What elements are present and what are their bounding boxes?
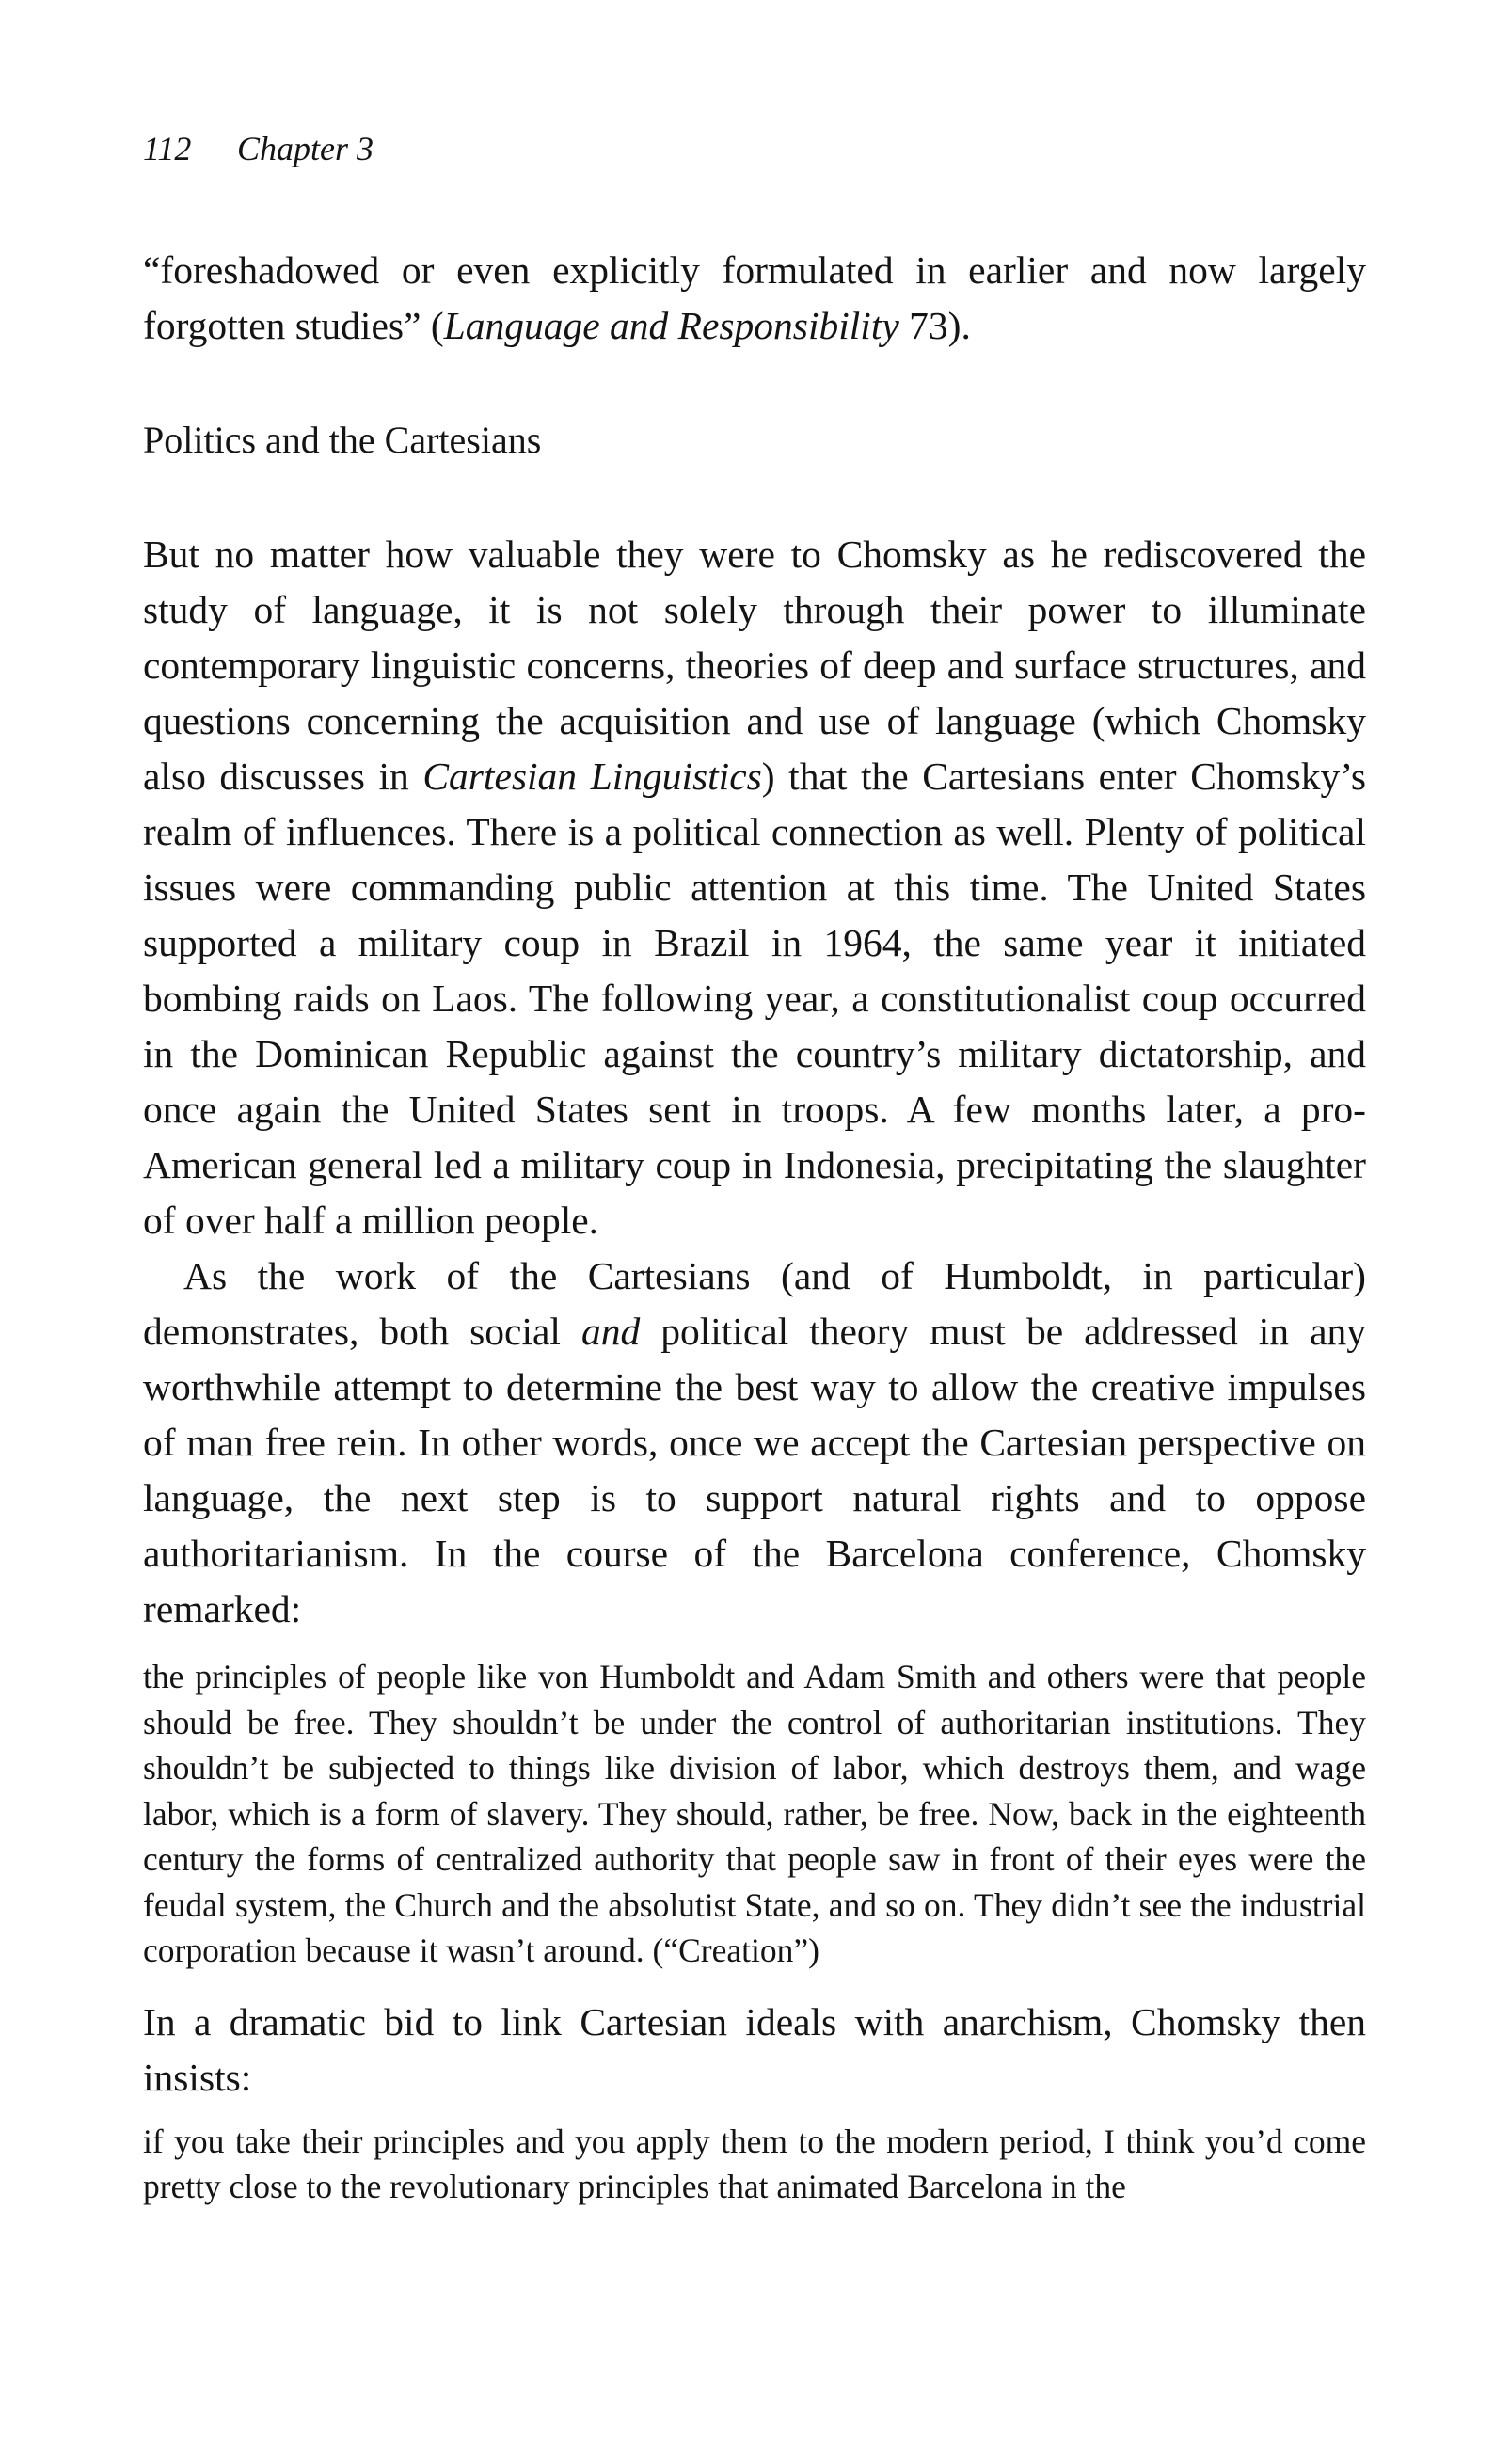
block-quote-2: if you take their principles and you apply them to the modern period, I think you’d come pretty close to the revolutionary principles that animated Barcelona in the: [143, 2122, 1366, 2205]
opening-text-b: 73).: [898, 304, 971, 347]
paragraph-2-emphasis: and: [580, 1310, 641, 1353]
chapter-label: Chapter 3: [237, 130, 374, 167]
opening-paragraph: [143, 243, 1366, 354]
block-quote-1: the principles of people like von Humboldt and Adam Smith and others were that people should be free. They shouldn’t be under the control of authoritarian institutions. They shouldn’t be subjected to things like division of labor, which destroys them, and wage labor, which is a form of slavery. They should, rather, be free. Now, back in the eighteenth century the forms of centralized authority that people saw in front of their eyes were the feudal system, the Church and the absolutist State, and so on. They didn’t see the industrial corporation because it wasn’t around. (“Creation”): [143, 1658, 1366, 1969]
page-number: 112: [143, 130, 192, 167]
book-page: [143, 132, 1366, 2231]
paragraph-2: [143, 1248, 1366, 1637]
paragraph-1-book-title: Cartesian Linguistics: [422, 755, 762, 798]
paragraph-1: [143, 527, 1366, 1248]
running-head: [143, 132, 1366, 166]
section-heading: Politics and the Cartesians: [143, 419, 542, 461]
opening-book-title: Language and Responsibility: [443, 304, 899, 347]
opening-text-a: “foreshadowed or even explicitly formulated in earlier and now largely forgotten studies” (: [143, 248, 1366, 347]
paragraph-3: In a dramatic bid to link Cartesian ideals with anarchism, Chomsky then insists:: [143, 1999, 1366, 2099]
paragraph-2-text-a: As the work of the Cartesians (and of Humboldt, in particular) demonstrates, both social: [143, 1254, 1366, 1353]
paragraph-1-text-b: ) that the Cartesians enter Chomsky’s realm of influences. There is a political connection as well. Plenty of political issues were commanding public attention at this time. The United States supported a military coup in Brazil in 1964, the same year it initiated bombing raids on Laos. The following year, a constitutionalist coup occurred in the Dominican Republic against the country’s military dictatorship, and once again the United States sent in troops. A few months later, a pro-American general led a military coup in Indonesia, precipitating the slaughter of over half a million people.: [143, 755, 1366, 1242]
paragraph-1-text-a: But no matter how valuable they were to Chomsky as he rediscovered the study of language, it is not solely through their power to illuminate contemporary linguistic concerns, theories of deep and surface structures, and questions concerning the acquisition and use of language (which Chomsky also discusses in: [143, 533, 1366, 798]
paragraph-2-text-b: political theory must be addressed in any worthwhile attempt to determine the best way to allow the creative impulses of man free rein. In other words, once we accept the Cartesian perspective on language, the next step is to support natural rights and to oppose authoritarianism. In the course of the Barcelona conference, Chomsky remarked:: [143, 1310, 1366, 1630]
